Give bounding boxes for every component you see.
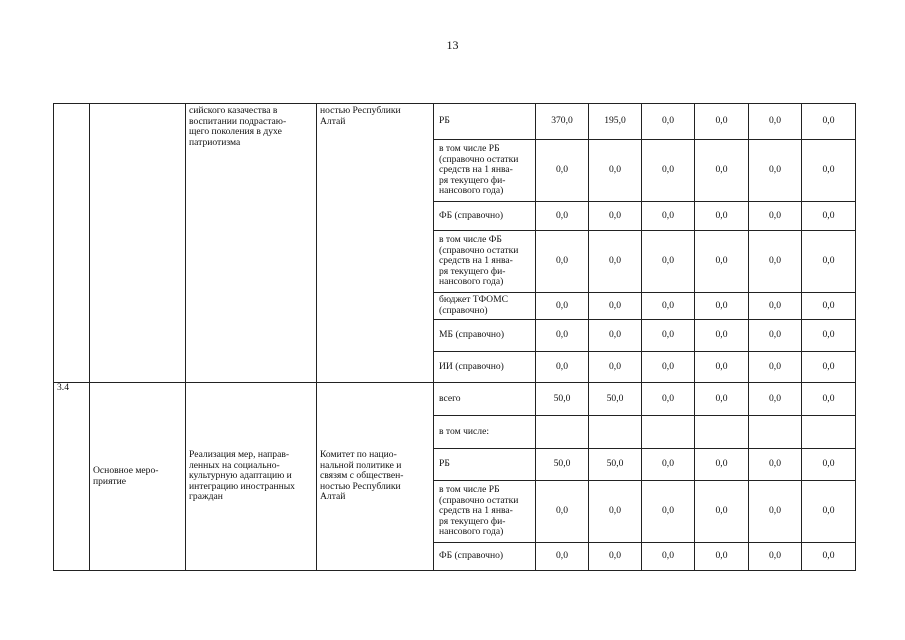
amount-cell: 0,0: [802, 481, 856, 543]
amount-cell: 0,0: [695, 231, 749, 293]
amount-cell: 50,0: [536, 449, 589, 481]
amount-cell: 0,0: [589, 202, 642, 231]
funding-source-cell: всего: [434, 383, 536, 416]
amount-cell: 0,0: [589, 481, 642, 543]
amount-cell: 0,0: [642, 293, 695, 320]
amount-cell: [589, 416, 642, 449]
funding-source-cell: ФБ (справочно): [434, 202, 536, 231]
amount-cell: 0,0: [642, 449, 695, 481]
amount-cell: [749, 416, 802, 449]
amount-cell: 0,0: [589, 140, 642, 202]
measure-type-cell: [90, 104, 186, 383]
amount-cell: 0,0: [749, 140, 802, 202]
amount-cell: 50,0: [589, 449, 642, 481]
amount-cell: 0,0: [695, 543, 749, 571]
amount-cell: 0,0: [642, 352, 695, 383]
amount-cell: 0,0: [802, 449, 856, 481]
amount-cell: [695, 416, 749, 449]
amount-cell: 0,0: [695, 202, 749, 231]
amount-cell: 0,0: [695, 293, 749, 320]
amount-cell: 0,0: [749, 543, 802, 571]
amount-cell: 0,0: [749, 449, 802, 481]
funding-source-cell: ФБ (справочно): [434, 543, 536, 571]
amount-cell: [802, 416, 856, 449]
amount-cell: 0,0: [536, 352, 589, 383]
measure-description-cell: Реализация мер, направ- ленных на социально- культурную адаптацию и интеграцию иностранных граждан: [186, 383, 317, 571]
amount-cell: 0,0: [802, 543, 856, 571]
amount-cell: 0,0: [536, 320, 589, 352]
amount-cell: 0,0: [642, 543, 695, 571]
amount-cell: 0,0: [642, 320, 695, 352]
amount-cell: 0,0: [642, 231, 695, 293]
amount-cell: 0,0: [802, 202, 856, 231]
amount-cell: 0,0: [749, 104, 802, 140]
amount-cell: 0,0: [642, 481, 695, 543]
funding-source-cell: РБ: [434, 104, 536, 140]
page-number: 13: [446, 38, 459, 52]
amount-cell: 0,0: [695, 140, 749, 202]
funding-source-cell: бюджет ТФОМС (справочно): [434, 293, 536, 320]
amount-cell: 0,0: [802, 320, 856, 352]
amount-cell: 0,0: [536, 543, 589, 571]
amount-cell: 0,0: [802, 352, 856, 383]
amount-cell: 370,0: [536, 104, 589, 140]
amount-cell: 50,0: [589, 383, 642, 416]
amount-cell: 0,0: [589, 352, 642, 383]
amount-cell: 0,0: [589, 231, 642, 293]
funding-source-cell: в том числе:: [434, 416, 536, 449]
funding-source-cell: в том числе РБ (справочно остатки средств на 1 янва- ря текущего фи- нансового года): [434, 481, 536, 543]
amount-cell: 0,0: [536, 231, 589, 293]
measure-type-cell: Основное меро- приятие: [90, 383, 186, 571]
amount-cell: 50,0: [536, 383, 589, 416]
budget-table: [53, 103, 856, 571]
row-index-cell: 3.4: [54, 383, 90, 571]
amount-cell: 0,0: [589, 320, 642, 352]
funding-source-cell: МБ (справочно): [434, 320, 536, 352]
amount-cell: [642, 416, 695, 449]
amount-cell: 0,0: [749, 320, 802, 352]
funding-source-cell: ИИ (справочно): [434, 352, 536, 383]
amount-cell: 0,0: [749, 293, 802, 320]
amount-cell: 0,0: [642, 202, 695, 231]
amount-cell: 0,0: [695, 352, 749, 383]
amount-cell: 0,0: [536, 140, 589, 202]
amount-cell: 0,0: [749, 481, 802, 543]
amount-cell: 0,0: [695, 481, 749, 543]
amount-cell: 0,0: [695, 383, 749, 416]
amount-cell: 0,0: [589, 293, 642, 320]
amount-cell: 0,0: [749, 202, 802, 231]
amount-cell: [536, 416, 589, 449]
funding-source-cell: РБ: [434, 449, 536, 481]
amount-cell: 0,0: [695, 320, 749, 352]
amount-cell: 0,0: [695, 449, 749, 481]
amount-cell: 0,0: [802, 383, 856, 416]
amount-cell: 0,0: [802, 140, 856, 202]
amount-cell: 0,0: [536, 481, 589, 543]
amount-cell: 0,0: [642, 383, 695, 416]
amount-cell: 0,0: [695, 104, 749, 140]
amount-cell: 0,0: [536, 293, 589, 320]
amount-cell: 0,0: [802, 104, 856, 140]
amount-cell: 0,0: [749, 231, 802, 293]
amount-cell: 0,0: [536, 202, 589, 231]
amount-cell: 0,0: [749, 352, 802, 383]
row-index-cell: [54, 104, 90, 383]
amount-cell: 0,0: [749, 383, 802, 416]
table-row: [54, 383, 856, 416]
funding-source-cell: в том числе ФБ (справочно остатки средств на 1 янва- ря текущего фи- нансового года): [434, 231, 536, 293]
amount-cell: 0,0: [642, 104, 695, 140]
amount-cell: 0,0: [589, 543, 642, 571]
amount-cell: 195,0: [589, 104, 642, 140]
executor-cell: Комитет по нацио- нальной политике и связям с обществен- ностью Республики Алтай: [317, 383, 434, 571]
amount-cell: 0,0: [802, 231, 856, 293]
amount-cell: 0,0: [642, 140, 695, 202]
funding-source-cell: в том числе РБ (справочно остатки средств на 1 янва- ря текущего фи- нансового года): [434, 140, 536, 202]
table-row: [54, 104, 856, 140]
amount-cell: 0,0: [802, 293, 856, 320]
executor-cell: ностью Республики Алтай: [317, 104, 434, 383]
measure-description-cell: сийского казачества в воспитании подрастаю- щего поколения в духе патриотизма: [186, 104, 317, 383]
